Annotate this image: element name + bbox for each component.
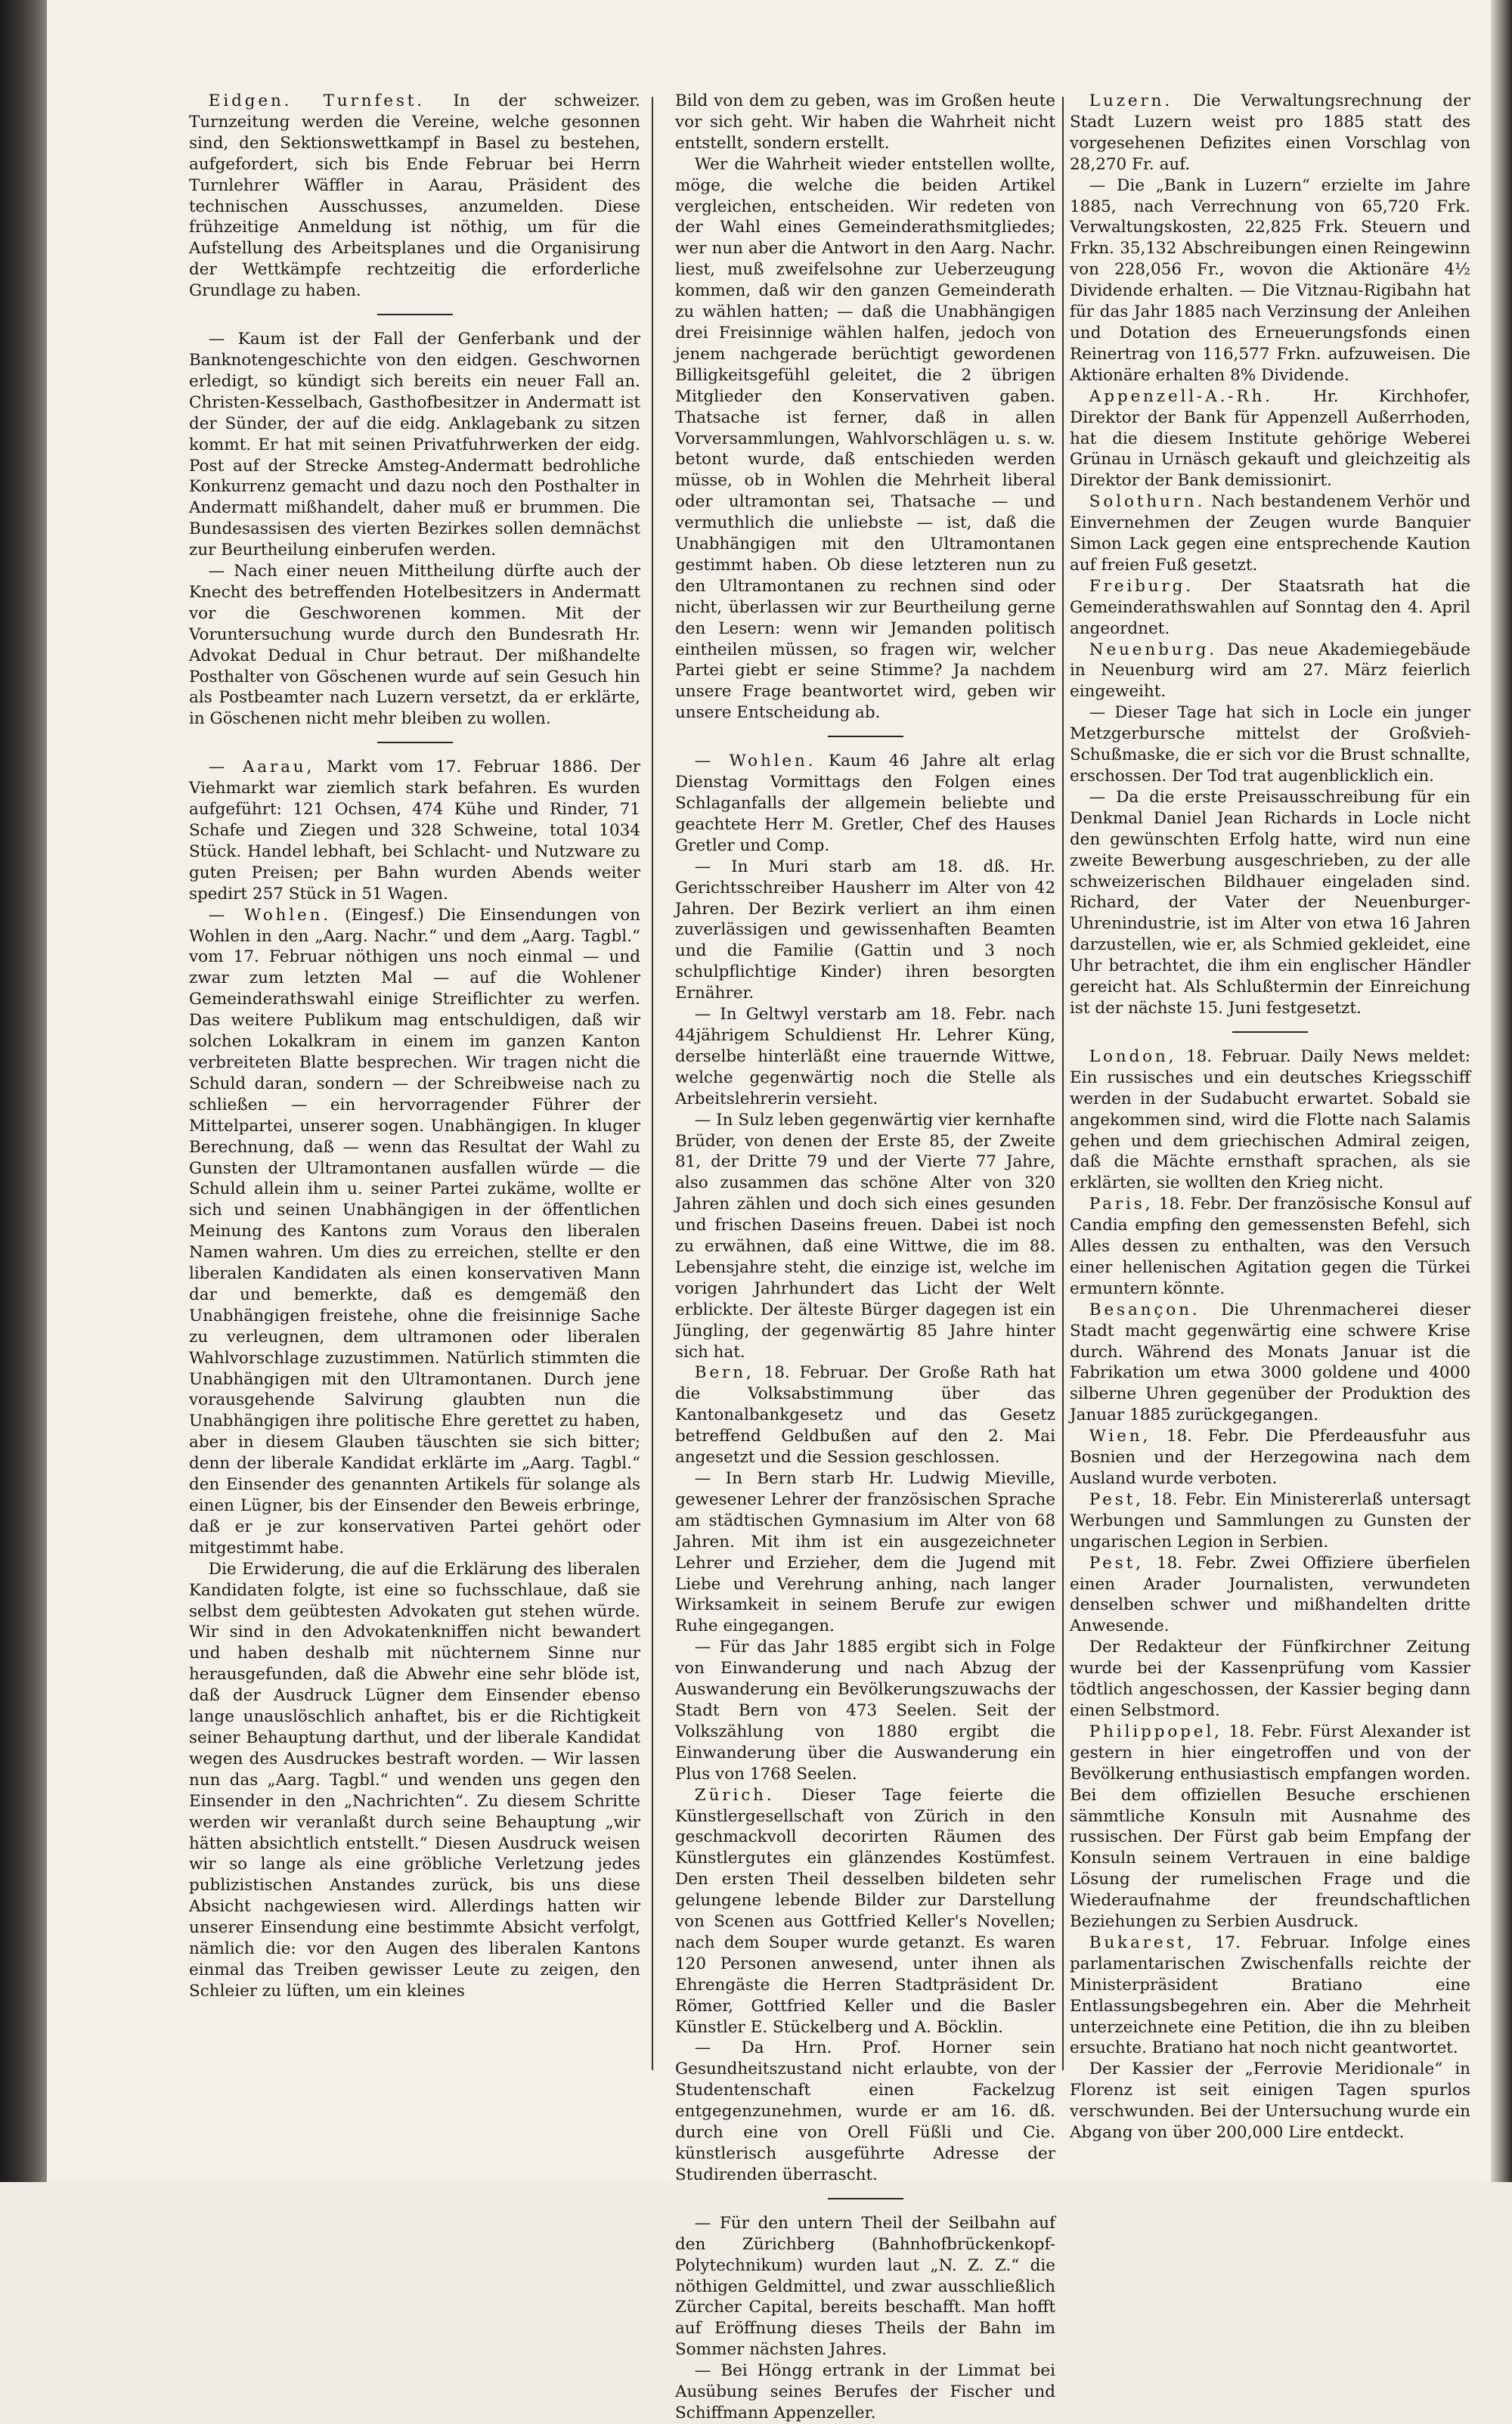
article-paragraph (189, 561, 640, 730)
column-2 (675, 91, 1055, 2422)
article-dateline: Zürich. (694, 1785, 775, 1805)
article-dateline: Luzern. (1089, 91, 1173, 110)
article-text: Der Kassier der „Ferrovie Meridionale“ in Florenz ist seit einigen Tagen spurlos verschwunden. Bei der Untersuchung wurde ein Abgang von über 200,000 Lire entdeckt. (1070, 2060, 1470, 2143)
article-text: — In Sulz leben gegenwärtig vier kernhafte Brüder, von denen der Erste 85, der Zweite 81, der Dritte 79 und der Vierte 77 Jahre, also zusammen das schöne Alter von 320 Jahren zählen und doch sich eines gesunden und frischen Daseins freuen. Dabei ist noch zu erwähnen, daß eine Wittwe, die im 88. Lebensjahre steht, die einzige ist, welche im vorigen Jahrhundert das Licht der Welt erblickte. Der älteste Bürger dagegen ist ein Jüngling, der gegenwärtig 85 Jahre hinter sich hat. (675, 1110, 1055, 1362)
article-text: — Die „Bank in Luzern“ erzielte im Jahre 1885, nach Verrechnung von 65,720 Frk. Verwaltungskosten, 22,825 Frk. Steuern und Frkn. 35,132 Abschreibungen einen Reingewinn von 228,056 Fr., wovon die Aktionäre 4½ Dividende erhalten. — Die Vitznau-Rigibahn hat für das Jahr 1885 nach Verzinsung der Anleihen und Dotation des Erneuerungsfonds einen Reinertrag von 116,577 Frkn. aufzuweisen. Die Aktionäre erhalten 8% Dividende. (1070, 175, 1470, 385)
article-dateline: Eidgen. Turnfest. (208, 91, 425, 110)
article-paragraph (675, 1785, 1055, 2038)
article-paragraph (189, 329, 640, 561)
article-dateline: London, (1089, 1046, 1177, 1066)
article-dateline: Wien, (1089, 1427, 1151, 1446)
article-text: Markt vom 17. Februar 1886. Der Viehmarkt war ziemlich stark befahren. Es wurden aufgeführt: 121 Ochsen, 474 Kühe und Rinder, 71 Schafe und Ziegen und 328 Schweine, total 1034 Stück. Handel lebhaft, bei Schlacht- und Nutzware zu guten Preisen; per Bahn wurden Abends weiter spedirt 257 Stück in 51 Wagen. (189, 758, 640, 904)
article-paragraph (675, 1362, 1055, 1468)
article-dateline: Appenzell-A.-Rh. (1089, 386, 1273, 406)
newspaper-page (47, 0, 1491, 2422)
article-text: Nach bestandenem Verhör und Einvernehmen der Zeugen wurde Banquier Simon Lack gegen eine entsprechende Kaution auf freien Fuß gesetzt. (1070, 492, 1470, 575)
article-dateline: Paris, (1089, 1195, 1154, 1214)
section-separator (377, 742, 453, 743)
article-text: Die Erwiderung, die auf die Erklärung des liberalen Kandidaten folgte, ist eine so fuchsschlaue, daß sie selbst dem geübtesten Advokaten gut stehen würde. Wir sind in den Advokatenkniffen nicht bewandert und haben deshalb mit nüchternem Sinne nur herausgefunden, daß die Abwehr eine sehr blöde ist, daß der Ausdruck Lügner dem Einsender ebenso lange unauslöschlich anhaftet, bis er die Richtigkeit seiner Behauptung darthut, und der liberale Kandidat wegen des Ausdruckes bestraft worden. — Wir lassen nun das „Aarg. Tagbl.“ und wenden uns gegen den Einsender in den „Nachrichten“. Zu diesem Schritte werden wir veranlaßt durch seine Behauptung „wir hätten absichtlich entstellt.“ Diesen Ausdruck weisen wir so lange als eine gröbliche Verletzung jedes publizistischen Anstandes zurück, bis uns diese Absicht nachgewiesen wird. Allerdings hatten wir unserer Einsendung eine bestimmte Absicht verfolgt, nämlich die: vor den Augen des liberalen Kantons einmal das Treiben gewisser Leute zu zeigen, den Schleier zu lüften, um ein kleines (189, 1559, 640, 2001)
article-text: — Für den untern Theil der Seilbahn auf den Zürichberg (Bahnhofbrückenkopf-Polytechnikum) wurden laut „N. Z. Z.“ die nöthigen Geldmittel, und zwar ausschließlich Zürcher Capital, bereits beschafft. Man hofft auf Eröffnung dieses Theils der Bahn im Sommer nächsten Jahres. (675, 2213, 1055, 2360)
article-paragraph (1070, 1722, 1470, 1933)
article-dateline: Solothurn. (1089, 492, 1206, 512)
article-paragraph (675, 154, 1055, 724)
article-dateline: — Aarau, (208, 758, 315, 777)
article-paragraph (675, 91, 1055, 154)
article-dateline: — Wohlen. (208, 905, 332, 925)
article-dateline: Pest, (1089, 1489, 1144, 1509)
article-dateline: Pest, (1089, 1553, 1144, 1573)
article-text: 18. Februar. Daily News meldet: Ein russisches und ein deutsches Kriegsschiff werden in der Sudabucht erwartet. Sobald sie angekommen sind, wird die Flotte nach Salamis gehen und dem griechischen Admiral zeigen, daß die Mächte ernsthaft sprachen, als sie erklärten, sie wollten den Krieg nicht. (1070, 1046, 1470, 1193)
article-text: 18. Februar. Der Große Rath hat die Volksabstimmung über das Kantonalbankgesetz und das Gesetz betreffend Geldbußen auf den 2. Mai angesetzt und die Session geschlossen. (675, 1363, 1055, 1468)
article-dateline: — Wohlen. (694, 752, 816, 771)
article-paragraph (1070, 640, 1470, 703)
article-text: Die Verwaltungsrechnung der Stadt Luzern weist pro 1885 statt des vorgesehenen Defizites einen Vorschlag von 28,270 Fr. auf. (1070, 91, 1470, 174)
article-paragraph (1070, 1553, 1470, 1638)
article-paragraph (675, 1468, 1055, 1637)
article-paragraph (675, 751, 1055, 857)
article-paragraph (1070, 1933, 1470, 2059)
article-text: — In Muri starb am 18. dß. Hr. Gerichtsschreiber Hausherr im Alter von 42 Jahren. Der Bezirk verliert an ihm einen zuverlässigen und gewissenhaften Beamten und die Familie (Gattin und 3 noch schulpflichtige Kinder) ihren besorgten Ernährer. (675, 857, 1055, 1003)
column-rule-left (652, 97, 653, 2070)
article-paragraph (189, 757, 640, 904)
article-text: Die Uhrenmacherei dieser Stadt macht gegenwärtig eine schwere Krise durch. Während des Monats Januar ist die Fabrikation um etwa 3000 goldene und 4000 silberne Uhren gegenüber der Produktion des Januar 1885 zurückgegangen. (1070, 1300, 1470, 1425)
article-text: 18. Febr. Die Pferdeausfuhr aus Bosnien und der Herzegowina nach dem Ausland wurde verboten. (1070, 1427, 1470, 1488)
article-text: In der schweizer. Turnzeitung werden die Vereine, welche gesonnen sind, den Sektionswettkampf in Basel zu bestehen, aufgefordert, sich bis Ende Februar bei Herrn Turnlehrer Wäffler in Aarau, Präsident des technischen Ausschusses, anzumelden. Diese frühzeitige Anmeldung ist nöthig, um für die Aufstellung des Arbeitsplanes und die Organisirung der Wettkämpfe rechtzeitig die erforderliche Grundlage zu haben. (189, 91, 640, 301)
article-paragraph (1070, 386, 1470, 492)
article-text: 18. Febr. Ein Ministererlaß untersagt Werbungen und Sammlungen zu Gunsten der ungarischen Legion in Serbien. (1070, 1489, 1470, 1551)
section-separator (377, 314, 453, 315)
article-paragraph (675, 2360, 1055, 2424)
article-text: Hr. Kirchhofer, Direktor der Bank für Appenzell Außerrhoden, hat die diesem Institute gehörige Weberei Grünau in Urnäsch gekauft und gleichzeitig als Direktor der Bank demissionirt. (1070, 386, 1470, 491)
article-paragraph (1070, 1489, 1470, 1553)
article-paragraph (1070, 787, 1470, 1019)
article-text: — Da die erste Preisausschreibung für ein Denkmal Daniel Jean Richards in Locle nicht den gewünschten Erfolg hatte, wird nun eine zweite Bewerbung ausgeschrieben, zu der alle schweizerischen Bildhauer eingeladen sind. Richard, der Vater der Neuenburger-Uhrenindustrie, ist im Alter von etwa 16 Jahren darzustellen, wie er, als Schmied gekleidet, eine Uhr betrachtet, die ihm ein englischer Händler gereicht hat. Als Schlußtermin der Einreichung ist der nächste 15. Juni festgesetzt. (1070, 787, 1470, 1018)
article-dateline: Freiburg. (1089, 576, 1194, 596)
article-paragraph (1070, 1426, 1470, 1489)
column-3 (1070, 91, 1470, 2143)
article-paragraph (1070, 702, 1470, 787)
column-rule-right (1062, 97, 1064, 2070)
article-text: — In Geltwyl verstarb am 18. Febr. nach 44jährigem Schuldienst Hr. Lehrer Küng, derselbe hinterläßt eine trauernde Wittwe, welche gegenwärtig noch die Stelle als Arbeitslehrerin versieht. (675, 1005, 1055, 1108)
article-paragraph (1070, 1194, 1470, 1300)
article-text: 18. Febr. Der französische Konsul auf Candia empfing den gemessensten Befehl, sich Alles dessen zu enthalten, was den Versuch einer hellenischen Agitation gegen die Türkei ermuntern könnte. (1070, 1195, 1470, 1298)
article-dateline: Neuenburg. (1089, 640, 1217, 659)
article-text: (Eingesf.) Die Einsendungen von Wohlen in den „Aarg. Nachr.“ und dem „Aarg. Tagbl.“ vom 17. Februar nöthigen uns noch einmal — und zwar zum letzten Mal — auf die Wohlener Gemeinderathswahl einige Streiflichter zu werfen. Das weitere Publikum mag entschuldigen, daß wir solchen Lokalkram in einem im ganzen Kanton verbreiteten Blatte besprechen. Wir tragen nicht die Schuld daran, sondern — der Schreibweise nach zu schließen — ein hervorragender Führer der Mittelpartei, unserer sogen. Unabhängigen. In kluger Berechnung, daß — wenn das Resultat der Wahl zu Gunsten der Ultramontanen ausfallen würde — die Schuld allein ihm u. seiner Partei zukäme, wollte er sich und seinen Unabhängigen in der öffentlichen Meinung des Kantons zum Voraus den liberalen Namen wahren. Um dies zu erreichen, stellte er den liberalen Kandidaten als einen konservativen Mann dar und bemerkte, daß es demgemäß den Unabhängigen freistehe, ohne die freisinnige Sache zu verleugnen, dem ultramonen oder liberalen Wahlvorschlage zuzustimmen. Natürlich stimmten die Unabhängigen mit den Ultramontanen. Durch jene vorausgehende Salvirung glaubten nun die Unabhängigen ihre politische Ehre gerettet zu haben, aber in diesem Glauben täuschten sie sich bitter; denn der liberale Kandidat erklärte im „Aarg. Tagbl.“ den Einsender des genannten Artikels für solange als einen Lügner, bis der Einsender den Beweis erbringe, daß er je zur konservativen Partei gehört oder mitgestimmt habe. (189, 905, 640, 1558)
article-dateline: Philippopel, (1089, 1722, 1222, 1741)
article-dateline: Bukarest, (1089, 1933, 1195, 1952)
article-paragraph (1070, 491, 1470, 576)
article-text: — Nach einer neuen Mittheilung dürfte auch der Knecht des betreffenden Hotelbesitzers in Andermatt vor die Geschworenen kommen. Mit der Voruntersuchung wurde durch den Bundesrath Hr. Advokat Dedual in Chur betraut. Der mißhandelte Posthalter von Göschenen wurde auf sein Gesuch hin als Postbeamter nach Luzern versetzt, da er erklärte, in Göschenen nicht mehr bleiben zu wollen. (189, 562, 640, 729)
article-text: — Kaum ist der Fall der Genferbank und der Banknotengeschichte von den eidgen. Geschwornen erledigt, so kündigt sich bereits ein neuer Fall an. Christen-Kesselbach, Gasthofbesitzer in Andermatt ist der Sünder, der auf die eidg. Anklagebank zu sitzen kommt. Er hat mit seinen Privatfuhrwerken der eidg. Post auf der Strecke Amsteg-Andermatt bedrohliche Konkurrenz gemacht und dazu noch den Posthalter in Andermatt mißhandelt, daher muß er brummen. Die Bundesassisen des vierten Bezirkes sollen demnächst zur Beurtheilung einberufen werden. (189, 330, 640, 560)
page-edge-shadow (1491, 0, 1512, 2182)
article-text: — Dieser Tage hat sich in Locle ein junger Metzgerbursche mittelst der Großvieh-Schußmaske, die er sich vor die Brust schnallte, erschossen. Der Tod trat augenblicklich ein. (1070, 703, 1470, 786)
article-text: Das neue Akademiegebäude in Neuenburg wird am 27. März feierlich eingeweiht. (1070, 640, 1470, 702)
article-paragraph (189, 1559, 640, 2002)
article-paragraph (1070, 91, 1470, 175)
article-text: — Bei Höngg ertrank in der Limmat bei Ausübung seines Berufes der Fischer und Schiffmann Appenzeller. (675, 2361, 1055, 2422)
article-paragraph (189, 91, 640, 302)
article-paragraph (189, 905, 640, 1559)
column-1 (189, 91, 640, 2079)
article-paragraph (675, 1110, 1055, 1363)
article-dateline: Besançon. (1089, 1300, 1201, 1319)
article-text: Bild von dem zu geben, was im Großen heute vor sich geht. Wir haben die Wahrheit nicht entstellt, sondern erstellt. (675, 91, 1055, 153)
article-text: 18. Febr. Zwei Offiziere überfielen einen Arader Journalisten, verwundeten denselben schwer und mißhandelten dritte Anwesende. (1070, 1553, 1470, 1636)
article-text: Wer die Wahrheit wieder entstellen wollte, möge, die welche die beiden Artikel vergleichen, entscheiden. Wir redeten von der Wahl eines Gemeinderathsmitgliedes; wer nun aber die Antwort in den Aarg. Nachr. liest, muß zweifelsohne zur Ueberzeugung kommen, daß wir den ganzen Gemeinderath zu wählen hatten; — daß die Unabhängigen drei Freisinnige wählen halfen, jedoch von jenem nachgerade berüchtigt gewordenen Billigkeitsgefühl geleitet, die 2 übrigen Mitglieder den Konservativen gaben. Thatsache ist ferner, daß in allen Vorversammlungen, Wahlvorschlägen u. s. w. betont wurde, daß entschieden werden müsse, ob in Wohlen die Mehrheit liberal oder ultramontan sei, Thatsache — und vermuthlich die unliebste — ist, daß die Unabhängigen mit den Ultramontanen gestimmt haben. Ob diese letzteren nun zu den Ultramontanen zu rechnen sind oder nicht, überlassen wir zur Beurtheilung gerne den Lesern: wenn wir Jemanden politisch eintheilen müssen, so fragen wir, welcher Partei giebt er seine Stimme? Ja nachdem unsere Frage beantwortet wird, geben wir unsere Entscheidung ab. (675, 154, 1055, 723)
article-paragraph (1070, 175, 1470, 386)
article-paragraph (675, 1004, 1055, 1110)
article-text: — Da Hrn. Prof. Horner sein Gesundheitszustand nicht erlaubte, von der Studentenschaft einen Fackelzug entgegenzunehmen, wurde er am 16. dß. durch eine von Orell Füßli und Cie. künstlerisch ausgeführte Adresse der Studirenden überrascht. (675, 2038, 1055, 2184)
article-text: Kaum 46 Jahre alt erlag Dienstag Vormittags den Folgen eines Schlaganfalls der allgemein beliebte und geachtete Herr M. Gretler, Chef des Hauses Gretler und Comp. (675, 752, 1055, 855)
article-paragraph (1070, 576, 1470, 640)
section-separator (1232, 1031, 1308, 1033)
article-paragraph (675, 2038, 1055, 2185)
article-text: — In Bern starb Hr. Ludwig Mieville, gewesener Lehrer der französischen Sprache am städtischen Gymnasium im Alter von 68 Jahren. Mit ihm ist ein ausgezeichneter Lehrer und Erzieher, dem die Jugend mit Liebe und Verehrung anhing, nach langer Wirksamkeit in seinem Berufe zur ewigen Ruhe eingegangen. (675, 1469, 1055, 1636)
article-text: 18. Febr. Fürst Alexander ist gestern in hier eingetroffen und von der Bevölkerung enthusiastisch empfangen worden. Bei dem offiziellen Besuche erschienen sämmtliche Konsuln mit Ausnahme des russischen. Der Fürst gab beim Empfang der Konsuln seinem Vertrauen in eine baldige Lösung der rumelischen Frage und die Wiederaufnahme der freundschaftlichen Beziehungen zu Serbien Ausdruck. (1070, 1722, 1470, 1932)
article-paragraph (675, 1637, 1055, 1784)
article-text: Der Staatsrath hat die Gemeinderathswahlen auf Sonntag den 4. April angeordnet. (1070, 576, 1470, 638)
article-text: — Für das Jahr 1885 ergibt sich in Folge von Einwanderung und nach Abzug der Auswanderung ein Bevölkerungszuwachs der Stadt Bern von 473 Seelen. Seit der Volkszählung von 1880 ergibt die Einwanderung über die Auswanderung ein Plus von 1768 Seelen. (675, 1638, 1055, 1784)
book-binding-shadow (0, 0, 47, 2182)
article-text: Dieser Tage feierte die Künstlergesellschaft von Zürich in den geschmackvoll decorirten Räumen des Künstlergutes ein glänzendes Kostümfest. Den ersten Theil desselben bildeten sehr gelungene lebende Bilder zur Darstellung von Scenen aus Gottfried Keller's Novellen; nach dem Souper wurde getanzt. Es waren 120 Personen anwesend, unter ihnen als Ehrengäste die Herren Stadtpräsident Dr. Römer, Gottfried Keller und die Basler Künstler E. Stückelberg und A. Böcklin. (675, 1785, 1055, 2037)
article-paragraph (675, 857, 1055, 1004)
article-text: Der Redakteur der Fünfkirchner Zeitung wurde bei der Kassenprüfung vom Kassier tödtlich angeschossen, der Kassier beging dann einen Selbstmord. (1070, 1638, 1470, 1720)
section-separator (828, 736, 903, 737)
article-paragraph (1070, 1300, 1470, 1426)
article-paragraph (675, 2213, 1055, 2360)
article-paragraph (1070, 1637, 1470, 1722)
section-separator (828, 2198, 903, 2199)
article-dateline: Bern, (694, 1363, 754, 1383)
article-paragraph (1070, 2059, 1470, 2143)
article-paragraph (1070, 1046, 1470, 1194)
article-text: 17. Februar. Infolge eines parlamentarischen Zwischenfalls reichte der Ministerpräsident Bratiano eine Entlassungsbegehren ein. Aber die Mehrheit unterzeichnete eine Petition, die ihn zu bleiben ersuchte. Bratiano hat noch nicht geantwortet. (1070, 1933, 1470, 2058)
